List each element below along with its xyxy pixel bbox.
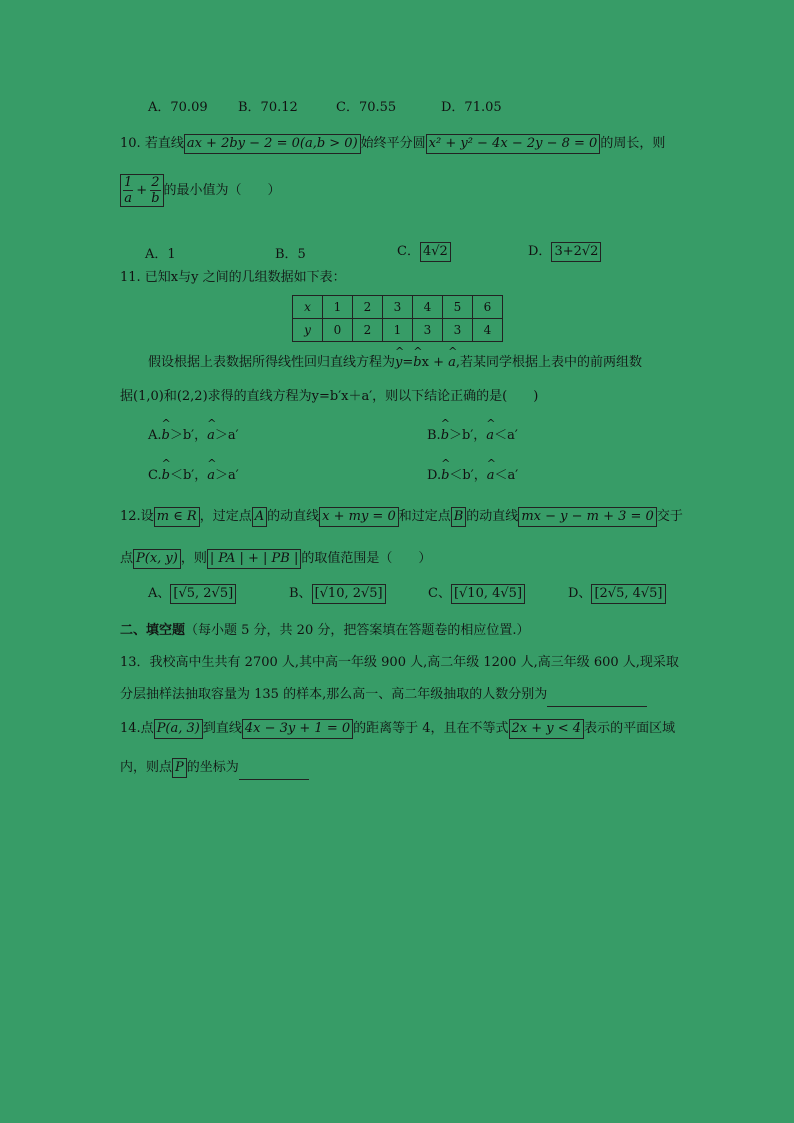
q12-text: 12.设 [120,509,154,524]
q10-stem-line2 [120,174,281,207]
table-cell: 3 [383,296,413,319]
q10-option-c [397,240,451,262]
section-title: 二、填空题 [120,623,186,638]
option-text: ＞a′ [214,428,239,443]
q12-text: ，过定点 [199,509,252,524]
q14-text: 表示的平面区域 [584,721,676,736]
option-label: A、 [148,586,171,601]
q12-formula: mx − y − m + 3 = 0 [518,507,657,527]
table-cell: 5 [443,296,473,319]
frac-denominator: b [151,191,160,206]
q14-formula: P(a, 3) [154,719,203,739]
q14-text: 内，则点 [120,760,173,775]
b-hat: ^ b [162,428,170,443]
q12-formula: A [252,507,267,527]
q10-number: 10. [120,136,141,151]
option-text: ＜a′ [494,468,519,483]
table-cell: 3 [413,319,443,342]
q12-option-a [148,582,236,604]
a-hat: ^ a [207,428,215,443]
q12-text: 的动直线 [267,509,320,524]
q14-formula: 2x + y < 4 [509,719,585,739]
option-formula: [√10, 4√5] [451,584,525,604]
q11-paragraph-line2: 据(1,0)和(2,2)求得的直线方程为y=b′x＋a′，则以下结论正确的是( ) [120,389,539,404]
q11-data-table [292,295,503,342]
q14-formula: 4x − 3y + 1 = 0 [242,719,353,739]
q9-option-c: C．70.55 [336,100,397,115]
q10-option-a: A．1 [145,247,176,262]
option-label: A. [148,428,162,443]
q11-text: x + [421,355,449,370]
q11-text: 假设根据上表数据所得线性回归直线方程为 [148,355,396,370]
table-row [293,296,503,319]
q13-line2 [120,684,647,707]
q13-text: 分层抽样法抽取容量为 135 的样本,那么高一、高二年级抽取的人数分别为 [120,687,548,702]
q11-option-d [427,464,518,483]
q10-option-b: B．5 [275,247,306,262]
q10-option-d [528,240,601,262]
option-formula: [√10, 2√5] [312,584,386,604]
b-hat: ^ b [413,352,421,374]
a-hat: ^ a [487,468,495,483]
table-cell: 4 [413,296,443,319]
q14-text: 的坐标为 [186,760,239,775]
option-label: C. [148,468,162,483]
q10-text: 若直线 [144,136,184,151]
option-label: B、 [289,586,312,601]
q11-intro: 11. 已知x与y 之间的几组数据如下表： [120,270,346,285]
q10-text: 始终平分圆 [360,136,426,151]
table-cell: x [293,296,323,319]
table-cell: 2 [353,296,383,319]
q14-formula: P [172,758,187,778]
table-cell: 0 [323,319,353,342]
frac-numerator: 1 [124,175,133,190]
q13-answer-blank[interactable] [547,684,647,707]
q14-text: 的距离等于 4，且在不等式 [353,721,509,736]
section-instructions: （每小题 5 分，共 20 分，把答案填在答题卷的相应位置.） [185,623,530,638]
option-formula: 4√2 [420,242,451,262]
q12-text: 的取值范围是（ ） [301,551,432,566]
q14-answer-blank[interactable] [239,757,309,780]
table-cell: 3 [443,319,473,342]
q12-formula: x + my = 0 [319,507,399,527]
option-label: C． [397,244,420,259]
q12-option-d [568,582,666,604]
section-heading [120,620,530,642]
table-cell: 6 [473,296,503,319]
q12-stem-line1 [120,506,683,528]
table-cell: 1 [383,319,413,342]
q10-text: 的最小值为（ ） [163,183,281,198]
frac-operator: + [136,182,148,198]
option-text: ＜a′ [494,428,518,443]
table-row [293,319,503,342]
table-cell: 4 [473,319,503,342]
table-cell: y [293,319,323,342]
q12-formula: B [451,507,467,527]
q14-line2 [120,757,309,780]
option-label: D、 [568,586,592,601]
q11-option-a [148,424,239,443]
q14-text: 到直线 [202,721,242,736]
q13-line1: 13．我校高中生共有 2700 人,其中高一年级 900 人,高二年级 1200 人,高三年级 600 人,现采取 [120,655,679,670]
q10-stem-line1 [120,133,665,155]
q9-option-d: D．71.05 [441,100,502,115]
q10-circle-equation: x² + y² − 4x − 2y − 8 = 0 [426,134,601,154]
option-text: ＜b′， [449,468,487,483]
b-hat: ^ b [441,428,449,443]
b-hat: ^ b [162,468,170,483]
q11-option-b [427,424,518,443]
q9-option-b: B．70.12 [238,100,298,115]
q12-formula: P(x, y) [133,549,181,569]
q11-text: ,若某同学根据上表中的前两组数 [455,355,643,370]
q11-option-c [148,464,239,483]
q10-text: 的周长，则 [600,136,666,151]
option-label: D. [427,468,442,483]
q12-text: 和过定点 [398,509,451,524]
option-formula: [2√5, 4√5] [591,584,665,604]
q12-text: ，则 [180,551,207,566]
q12-text: 点 [120,551,134,566]
a-hat: ^ a [448,352,456,374]
a-hat: ^ a [486,428,494,443]
option-text: ＜b′， [169,468,208,483]
q12-option-c [428,582,525,604]
q12-formula: m ∈ R [154,507,200,527]
q11-text: = [402,355,414,370]
q9-option-a: A．70.09 [148,100,208,115]
q12-text: 的动直线 [466,509,519,524]
table-cell: 2 [353,319,383,342]
option-text: ＞a′ [215,468,239,483]
frac-denominator: a [124,191,133,206]
q14-line1 [120,718,675,740]
q12-stem-line2 [120,548,431,570]
q12-text: 交于 [656,509,683,524]
q10-fraction-expression [120,174,164,207]
option-formula: [√5, 2√5] [170,584,236,604]
option-formula: 3+2√2 [551,242,601,262]
table-cell: 1 [323,296,353,319]
q11-paragraph-line1 [148,352,642,374]
q14-text: 14.点 [120,721,154,736]
option-label: D． [528,244,552,259]
b-hat: ^ b [441,468,449,483]
option-text: ＞b′， [169,428,208,443]
q10-line-equation: ax + 2by − 2 = 0(a,b > 0) [184,134,361,154]
option-label: B. [427,428,441,443]
q12-option-b [289,582,386,604]
frac-numerator: 2 [151,175,160,190]
option-label: C、 [428,586,451,601]
q12-formula: | PA | + | PB | [207,549,301,569]
a-hat: ^ a [207,468,215,483]
y-hat: ^ y [395,352,402,374]
option-text: ＞b′， [449,428,487,443]
